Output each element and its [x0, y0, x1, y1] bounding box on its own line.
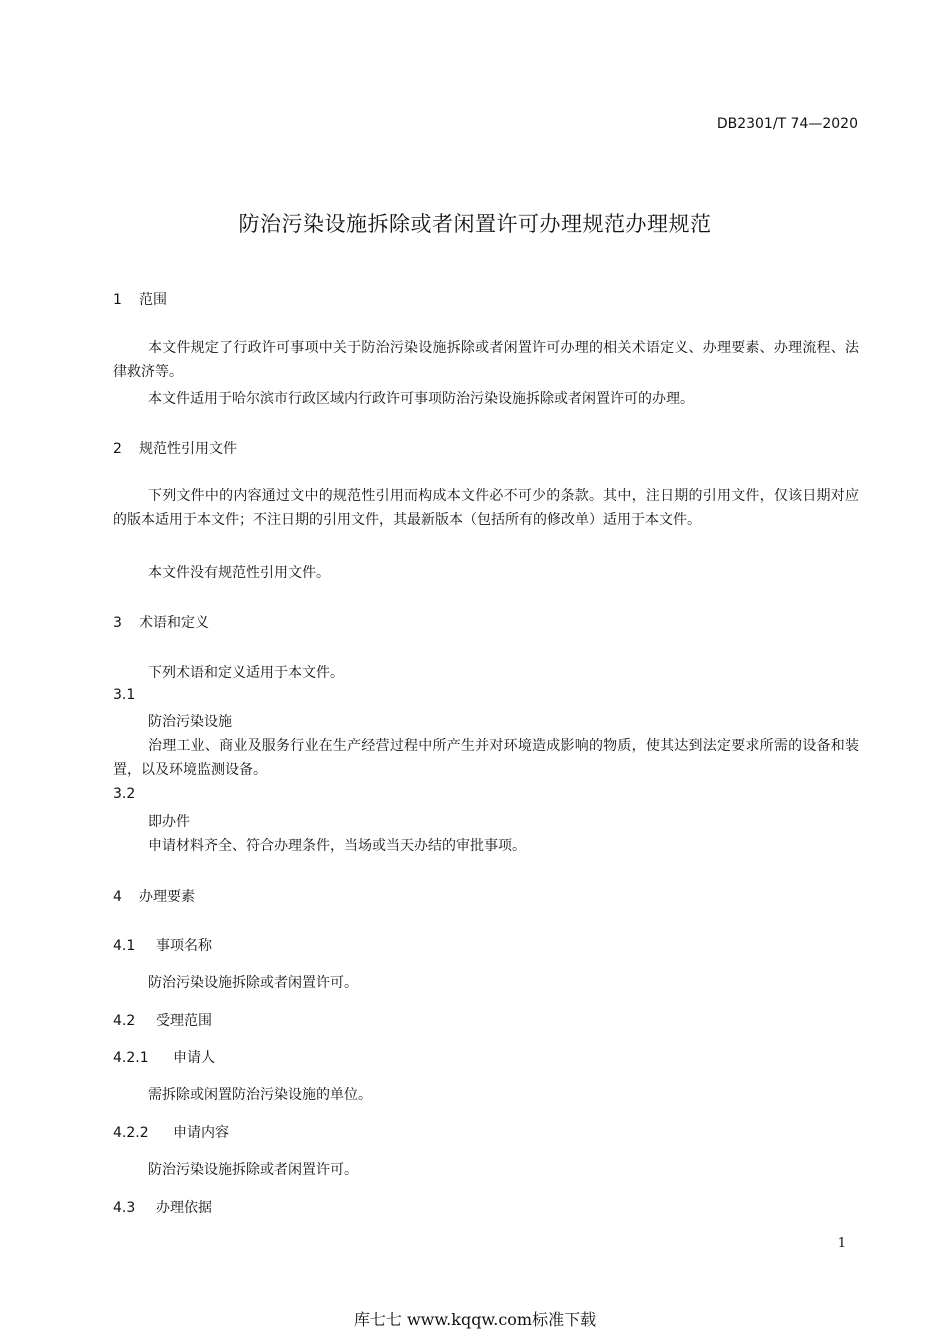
section-1-heading — [113, 289, 167, 309]
term-3-2-name: 即办件 — [148, 814, 190, 830]
document-title: 防治污染设施拆除或者闲置许可办理规范办理规范 — [238, 212, 712, 236]
section-title: 事项名称 — [156, 938, 212, 954]
section-title: 办理要素 — [139, 889, 195, 905]
section-4-heading — [113, 886, 195, 906]
section-4-2-1-heading — [113, 1047, 215, 1067]
section-title: 办理依据 — [156, 1200, 212, 1216]
section-1-paragraph-2: 本文件适用于哈尔滨市行政区域内行政许可事项防治污染设施拆除或者闲置许可的办理。 — [148, 391, 694, 407]
section-4-2-2-text: 防治污染设施拆除或者闲置许可。 — [148, 1162, 358, 1178]
section-title: 术语和定义 — [139, 615, 209, 631]
term-3-2-definition: 申请材料齐全、符合办理条件，当场或当天办结的审批事项。 — [148, 838, 526, 854]
section-title: 规范性引用文件 — [139, 441, 237, 457]
term-3-1-number: 3.1 — [113, 687, 136, 703]
section-number: 4 — [113, 889, 122, 905]
section-4-2-2-heading — [113, 1122, 229, 1142]
section-4-2-heading — [113, 1010, 212, 1030]
section-title: 申请人 — [173, 1050, 215, 1066]
section-number: 1 — [113, 292, 122, 308]
section-title: 受理范围 — [156, 1013, 212, 1029]
section-4-1-text: 防治污染设施拆除或者闲置许可。 — [148, 975, 358, 991]
section-number: 4.1 — [113, 938, 136, 954]
footer-watermark: 库七七 www.kqqw.com标准下载 — [353, 1310, 597, 1329]
section-2-heading — [113, 438, 237, 458]
term-3-1-name: 防治污染设施 — [148, 714, 232, 730]
section-4-2-1-text: 需拆除或闲置防治污染设施的单位。 — [148, 1087, 372, 1103]
section-number: 2 — [113, 441, 122, 457]
section-3-paragraph: 下列术语和定义适用于本文件。 — [148, 665, 344, 681]
section-title: 范围 — [139, 292, 167, 308]
document-number: DB2301/T 74—2020 — [716, 116, 858, 132]
section-4-1-heading — [113, 935, 212, 955]
section-number: 3 — [113, 615, 122, 631]
term-3-1-definition: 治理工业、商业及服务行业在生产经营过程中所产生并对环境造成影响的物质，使其达到法定要求所需的设备和装置，以及环境监测设备。 — [113, 738, 859, 778]
section-title: 申请内容 — [173, 1125, 229, 1141]
section-4-3-heading — [113, 1197, 212, 1217]
section-number: 4.2.1 — [113, 1050, 149, 1066]
section-2-paragraph-1: 下列文件中的内容通过文中的规范性引用而构成本文件必不可少的条款。其中，注日期的引用文件，仅该日期对应的版本适用于本文件；不注日期的引用文件，其最新版本（包括所有的修改单）适用于本文件。 — [113, 488, 859, 528]
section-number: 4.2 — [113, 1013, 136, 1029]
section-3-heading — [113, 612, 209, 632]
section-1-paragraph-1: 本文件规定了行政许可事项中关于防治污染设施拆除或者闲置许可办理的相关术语定义、办理要素、办理流程、法律救济等。 — [113, 340, 859, 380]
section-number: 4.3 — [113, 1200, 136, 1216]
section-number: 4.2.2 — [113, 1125, 149, 1141]
section-2-paragraph-2: 本文件没有规范性引用文件。 — [148, 565, 330, 581]
page-number: 1 — [837, 1236, 846, 1251]
term-3-2-number: 3.2 — [113, 786, 136, 802]
